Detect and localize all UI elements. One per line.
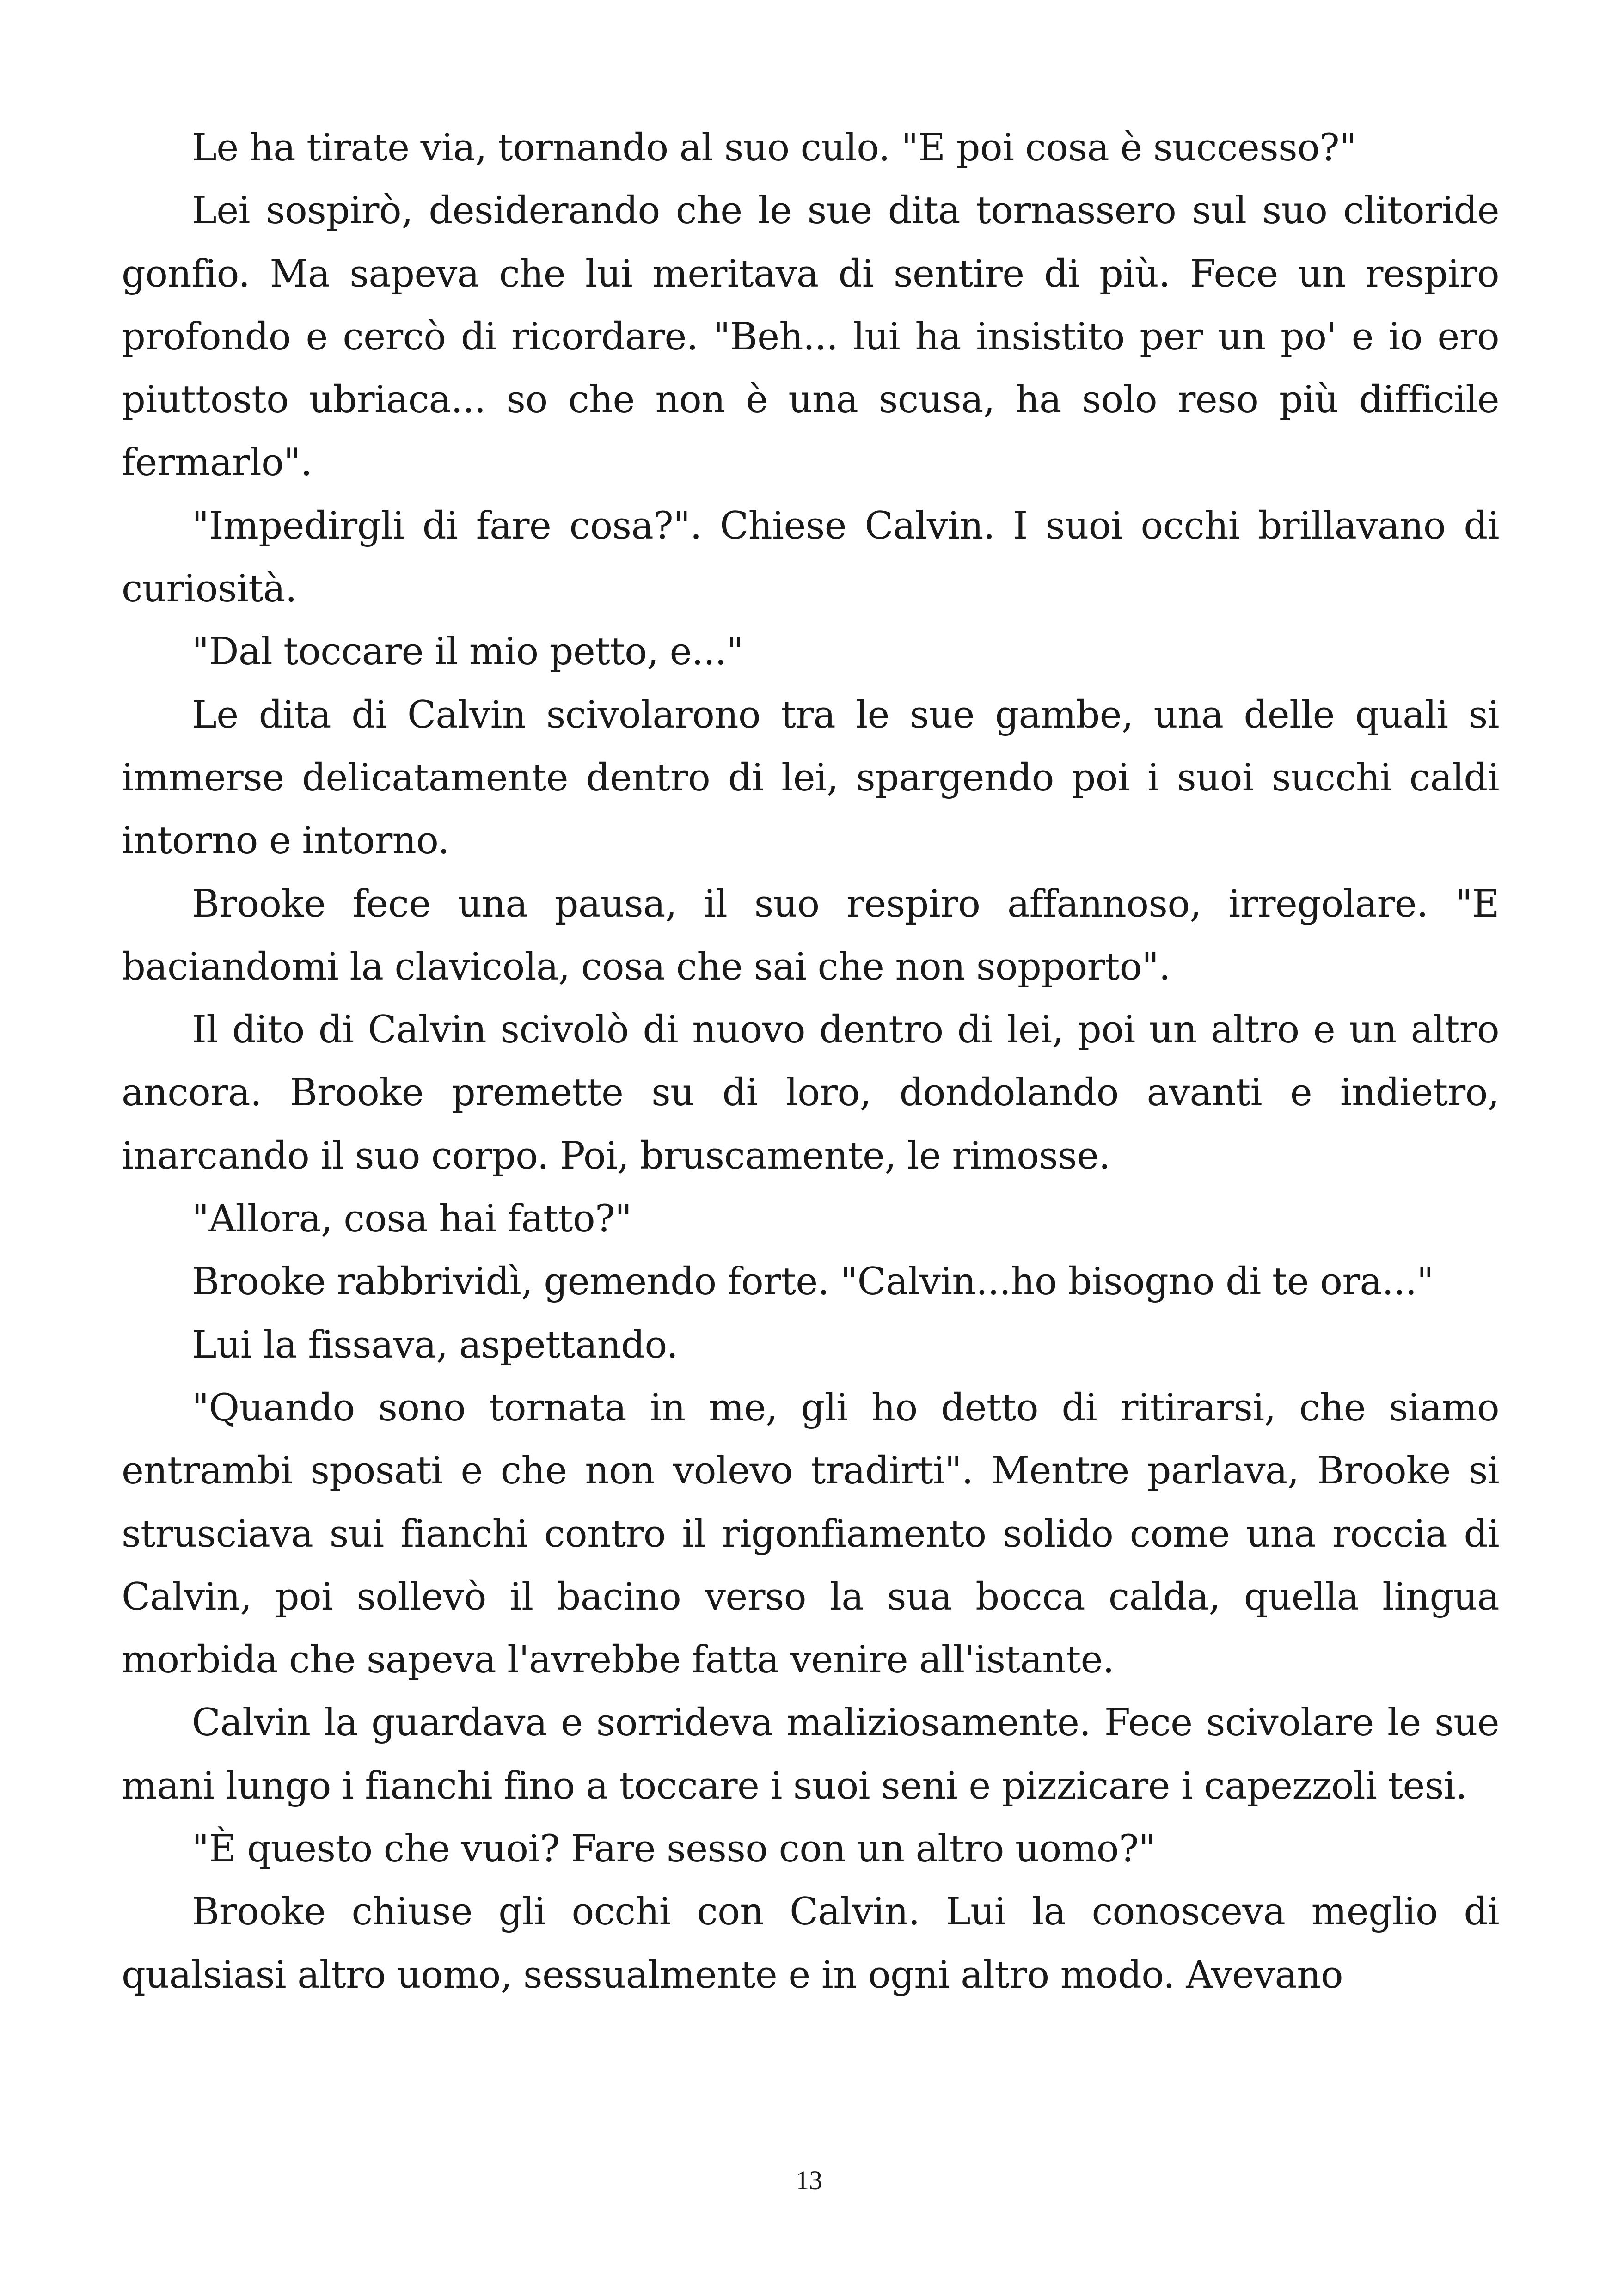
page-number: 13 (796, 2165, 822, 2195)
paragraph-12: Calvin la guardava e sorrideva maliziosamente. Fece scivolare le sue mani lungo i fianchi fino a toccare i suoi seni e pizzicare i capezzoli tesi. (122, 1701, 1499, 1808)
paragraph-8: "Allora, cosa hai fatto?" (192, 1197, 632, 1241)
paragraph-7: Il dito di Calvin scivolò di nuovo dentro di lei, poi un altro e un altro ancora. Brooke premette su di loro, dondolando avanti e indietro, inarcando il suo corpo. Poi, bruscamente, le rimosse. (122, 1008, 1499, 1178)
paragraph-14: Brooke chiuse gli occhi con Calvin. Lui la conosceva meglio di qualsiasi altro uomo, sessualmente e in ogni altro modo. Avevano (122, 1890, 1499, 1997)
page-body (122, 116, 1499, 2127)
paragraph-9: Brooke rabbrividì, gemendo forte. "Calvin...ho bisogno di te ora..." (192, 1260, 1434, 1304)
paragraph-11: "Quando sono tornata in me, gli ho detto di ritirarsi, che siamo entrambi sposati e che non volevo tradirti". Mentre parlava, Brooke si strusciava sui fianchi contro il rigonfiamento solido come una roccia di Calvin, poi sollevò il bacino verso la sua bocca calda, quella lingua morbida che sapeva l'avrebbe fatta venire all'istante. (122, 1386, 1499, 1682)
paragraph-3: "Impedirgli di fare cosa?". Chiese Calvin. I suoi occhi brillavano di curiosità. (122, 504, 1499, 611)
paragraph-1: Le ha tirate via, tornando al suo culo. "E poi cosa è successo?" (192, 126, 1356, 170)
paragraph-13: "È questo che vuoi? Fare sesso con un altro uomo?" (192, 1827, 1156, 1871)
paragraph-10: Lui la fissava, aspettando. (192, 1323, 678, 1367)
paragraph-6: Brooke fece una pausa, il suo respiro affannoso, irregolare. "E baciandomi la clavicola, cosa che sai che non sopporto". (122, 882, 1499, 989)
paragraph-2: Lei sospirò, desiderando che le sue dita tornassero sul suo clitoride gonfio. Ma sapeva che lui meritava di sentire di più. Fece un respiro profondo e cercò di ricordare. "Beh... lui ha insistito per un po' e io ero piuttosto ubriaca... so che non è una scusa, ha solo reso più difficile fermarlo". (122, 189, 1499, 485)
paragraph-4: "Dal toccare il mio petto, e..." (192, 630, 744, 674)
paragraph-5: Le dita di Calvin scivolarono tra le sue gambe, una delle quali si immerse delicatamente dentro di lei, spargendo poi i suoi succhi caldi intorno e intorno. (122, 693, 1499, 863)
